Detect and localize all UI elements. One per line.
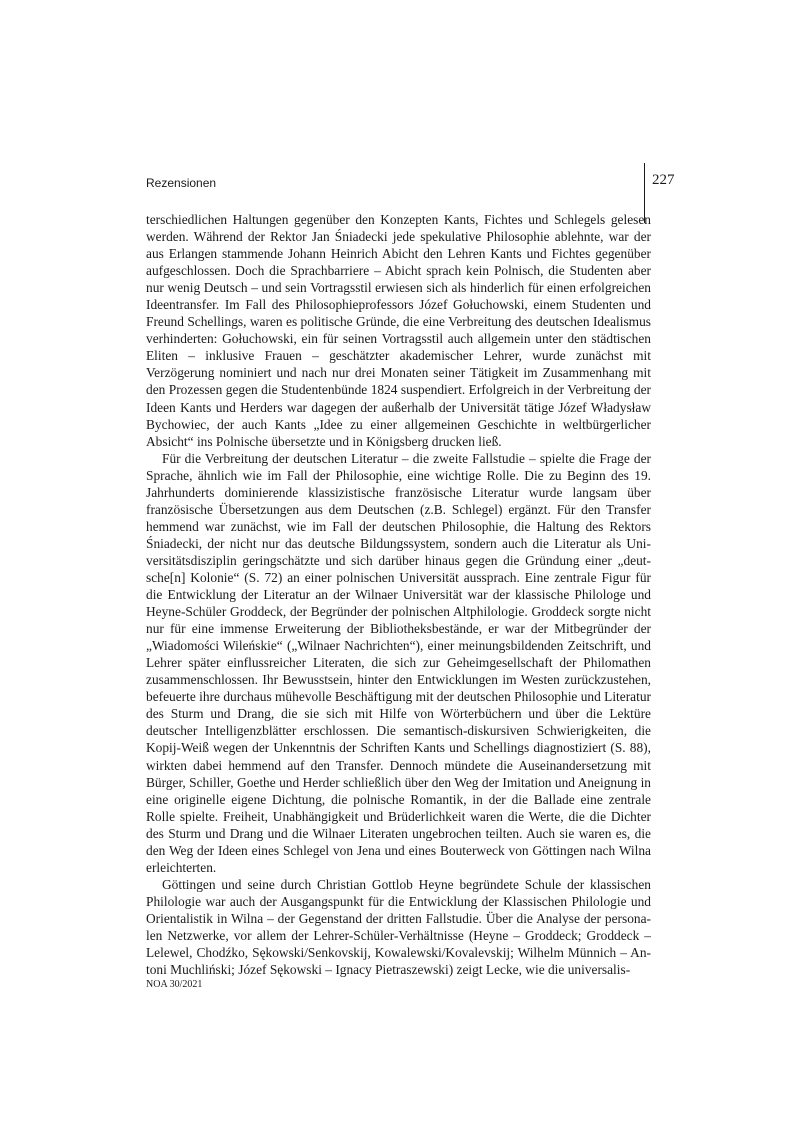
body-text [146, 211, 651, 978]
journal-footer: NOA 30/2021 [146, 979, 203, 990]
paragraph: Für die Verbreitung der deutschen Literatur – die zweite Fallstudie – spielte die Frage der Sprache, ähnlich wie im Fall der Philosophie, eine wichtige Rolle. Die zu Beginn des 19. Jahrhunderts dominierende klassizistische französische Literatur wurde langsam über französische Übersetzungen aus dem Deutschen (z.B. Schlegel) ergänzt. Für den Transfer hemmend war zunächst, wie im Fall der deutschen Philosophie, die Haltung des Rektors Śniadecki, der nicht nur das deutsche Bildungssystem, sondern auch die Literatur als Universitätsdisziplin geringschätzte und sich darüber hinaus gegen die Gründung einer „deutsche[n] Kolonie“ (S. 72) an einer polnischen Universität aussprach. Eine zentrale Figur für die Entwicklung der Literatur an der Wilnaer Universität war der klassische Philologe und Heyne-Schüler Groddeck, der Begründer der polnischen Altphilologie. Groddeck sorgte nicht nur für eine immense Erweiterung der Bibliotheksbestände, er war der Mitbegründer der „Wiadomości Wileńskie“ („Wilnaer Nachrichten“), einer meinungsbildenden Zeitschrift, und Lehrer später einflussreicher Literaten, die sich zur Geheimgesellschaft der Philomathen zusammenschlossen. Ihr Bewusstsein, hinter den Entwicklungen im Westen zurückzustehen, befeuerte ihre durchaus mühevolle Beschäftigung mit der deutschen Philosophie und Literatur des Sturm und Drang, die sie sich mit Hilfe von Wörterbüchern und über die Lektüre deutscher Intelligenzblätter erschlossen. Die semantisch-diskursiven Schwierigkeiten, die Kopij-Weiß wegen der Unkenntnis der Schriften Kants und Schellings diagnostiziert (S. 88), wirkten dabei hemmend auf den Transfer. Dennoch mündete die Auseinandersetzung mit Bürger, Schiller, Goethe und Herder schließlich über den Weg der Imitation und Aneignung in eine originelle eigene Dichtung, die polnische Romantik, in der die Ballade eine zentrale Rolle spielte. Freiheit, Unabhängigkeit und Brüderlichkeit waren die Werte, die die Dichter des Sturm und Drang und die Wilnaer Literaten ungebrochen teilten. Auch sie waren es, die den Weg der Ideen eines Schlegel von Jena und eines Bouterweck von Göttingen nach Wilna erleichterten. [146, 450, 651, 875]
running-head: Rezensionen [146, 176, 217, 190]
paragraph: Göttingen und seine durch Christian Gottlob Heyne begründete Schule der klassischen Philologie war auch der Ausgangspunkt für die Entwicklung der Klassischen Philologie und Orientalistik in Wilna – der Gegenstand der dritten Fallstudie. Über die Analyse der personalen Netzwerke, vor allem der Lehrer-Schüler-Verhältnisse (Heyne – Groddeck; Groddeck – Lelewel, Chodźko, Sękowski/Senkovskij, Kowalewski/Kovalevskij; Wilhelm Münnich – Antoni Muchliński; Józef Sękowski – Ignacy Pietraszewski) zeigt Lecke, wie die universalis- [146, 876, 651, 978]
paragraph: terschiedlichen Haltungen gegenüber den Konzepten Kants, Fichtes und Schlegels gelesen werden. Während der Rektor Jan Śniadecki jede spekulative Philosophie ablehnte, war der aus Erlangen stammende Johann Heinrich Abicht den Lehren Kants und Fichtes gegenüber aufgeschlossen. Doch die Sprachbarriere – Abicht sprach kein Polnisch, die Studenten aber nur wenig Deutsch – und sein Vortragsstil erwiesen sich als hinderlich für einen erfolgreichen Ideentransfer. Im Fall des Philosophieprofessors Józef Gołuchowski, einem Studenten und Freund Schellings, waren es politische Gründe, die eine Verbreitung des deutschen Idealismus verhinderten: Gołuchowski, ein für seinen Vortragsstil auch allgemein unter den städtischen Eliten – inklusive Frauen – geschätzter akademischer Lehrer, wurde zunächst mit Verzögerung nominiert und nach nur drei Monaten seiner Tätigkeit im Zusammenhang mit den Prozessen gegen die Studentenbünde 1824 suspendiert. Erfolgreich in der Verbreitung der Ideen Kants und Herders war dagegen der außerhalb der Universität tätige Józef Władysław Bychowiec, der auch Kants „Idee zu einer allgemeinen Geschichte in weltbürgerlicher Absicht“ ins Polnische übersetzte und in Königsberg drucken ließ. [146, 212, 651, 449]
page-number: 227 [652, 172, 675, 188]
